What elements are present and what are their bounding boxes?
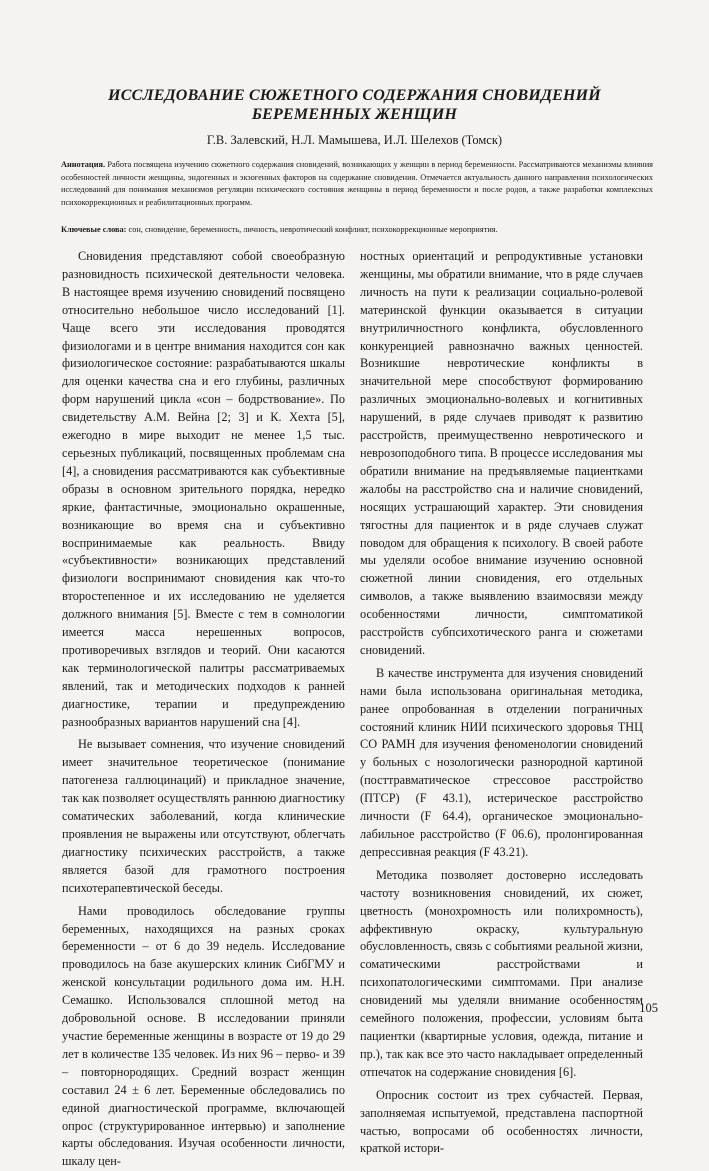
abstract-text: Работа посвящена изучению сюжетного содержания сновидений, возникающих у женщин в период беременности. Рассматриваются механизмы влияния особенностей личности женщины, эндогенных и экзогенных факторов на содержание сновидения. Отмечается актуальность данного направления психологических исследований для понимания механизмов регуляции психического состояния женщины в период беременности и после родов, а также разработки комплексных психокоррекционных и реабилитационных программ. — [61, 160, 653, 207]
keywords-text: сон, сновидение, беременность, личность, невротический конфликт, психокоррекционные мероприятия. — [128, 225, 498, 234]
article-authors: Г.В. Залевский, Н.Л. Мамышева, И.Л. Шелехов (Томск) — [206, 133, 503, 147]
paragraph: В качестве инструмента для изучения сновидений нами была использована оригинальная методика, ранее опробованная в отделении пограничных состояний клиник НИИ психического здоровья ТНЦ СО РАМН для изучения феноменологии сновидений у больных с нозологически разнородной картиной (посттравматическое стрессовое расстройство (ПТСР) (F 43.1), истерическое расстройство личности (F 64.4), органическое эмоционально-лабильное расстройство (F 06.6), пролонгированная депрессивная реакция (F 43.21). — [360, 665, 643, 859]
abstract — [61, 159, 653, 209]
keywords — [61, 224, 653, 237]
body-column-left — [62, 248, 345, 1171]
page-number: 105 — [639, 1001, 658, 1015]
paragraph: Сновидения представляют собой своеобразную разновидность психической деятельности человека. В настоящее время изучению сновидений посвящено относительно небольшое число исследований [1]. Чаще всего эти исследования проводятся физиологами и в центре внимания находится сон как физиологическое состояние: разрабатываются шкалы для оценки качества сна и его глубины, различных форм нарушений цикла «сон – бодрствование». По свидетельству А.М. Вейна [2; 3] и К. Хехта [5], ежегодно в мире выходит не менее 1,5 тыс. серьезных публикаций, посвященных проблемам сна [4], а сновидения рассматриваются как субъективные образы в основном зрительного порядка, нередко яркие, фантастичные, эмоционально окрашенные, возникающие во время сна и субъективно воспринимаемые как реальность. Ввиду «субъективности» возникающих представлений физиологи воспринимают сновидения как что-то второстепенное и их исследованию не уделяется должного внимания [5]. Вместе с тем в сомнологии имеется масса нерешенных вопросов, противоречивых взглядов и теорий. Они касаются как терминологической палитры рассматриваемых явлений, так и методических подходов к ранней диагностике, терапии и предупреждению разнообразных вариантов нарушений сна [4]. — [62, 249, 345, 729]
article-title-line-2: БЕРЕМЕННЫХ ЖЕНЩИН — [251, 106, 458, 123]
paragraph: ностных ориентаций и репродуктивные установки женщины, мы обратили внимание, что в ряде случаев личность на пути к реализации социально-ролевой материнской функции оказывается в ситуации внутриличностного конфликта, обусловленного конкуренцией равнозначно важных ценностей. Возникшие невротические конфликты в значительной мере способствуют формированию различных эмоционально-волевых и когнитивных нарушений, в ряде случаев приводят к развитию расстройств, преимущественно невротического и неврозоподобного типа. В процессе исследования мы обратили внимание на предъявляемые пациентками жалобы на расстройство сна и наличие сновидений, носящих устрашающий характер. Эти сновидения тягостны для пациенток и в ряде случаев служат поводом для обращения к психологу. В своей работе мы уделяли особое внимание изучению основной сюжетной линии сновидения, его отдельных символов, а также выявлению взаимосвязи между особенностями личности, симптоматикой расстройств субпсихотического ранга и сюжетами сновидений. — [360, 249, 643, 657]
paragraph: Не вызывает сомнения, что изучение сновидений имеет значительное теоретическое (понимание патогенеза галлюцинаций) и прикладное значение, так как позволяет осуществлять раннюю диагностику соматических заболеваний, когда клинические проявления не выражены или отсутствуют, облегчать диагностику психических расстройств, а также является базой для грамотного построения психотерапевтической беседы. — [62, 737, 345, 895]
paragraph: Опросник состоит из трех субчастей. Первая, заполняемая испытуемой, представлена паспортной частью, вопросами об особенностях личности, краткой истори- — [360, 1087, 643, 1156]
article-title — [80, 86, 629, 124]
body-column-right — [360, 248, 643, 1158]
article-title-line-1: ИССЛЕДОВАНИЕ СЮЖЕТНОГО СОДЕРЖАНИЯ СНОВИДЕНИЙ — [108, 87, 601, 104]
abstract-label: Аннотация. — [61, 160, 106, 169]
paragraph: Методика позволяет достоверно исследовать частоту возникновения сновидений, их сюжет, цветность (монохромность или полихромность), аффективную окраску, культуральную обусловленность, связь с событиями реальной жизни, соматическими расстройствами и психопатологическими симптомами. При анализе сновидений мы уделяли внимание особенностям семейного положения, профессии, условиям быта пациентки (квартирные условия, одежда, питание и пр.), так как все это часто накладывает определенный отпечаток на содержание сновидения [6]. — [360, 867, 643, 1079]
paragraph: Нами проводилось обследование группы беременных, находящихся на разных сроках беременности – от 6 до 39 недель. Исследование проводилось на базе акушерских клиник СибГМУ и женской консультации родильного дома им. Н.Н. Семашко. Использовался сплошной метод на добровольной основе. В исследовании приняли участие беременные женщины в возрасте от 19 до 29 лет в количестве 135 человек. Из них 96 – перво- и 39 – повторнородящих. Средний возраст женщин составил 24 ± 6 лет. Беременные обследовались по единой диагностической программе, включающей опрос (структурированное интервью) и заполнение карты обследования. Изучая особенности личности, шкалу цен- — [62, 903, 345, 1169]
keywords-label: Ключевые слова: — [61, 225, 127, 234]
